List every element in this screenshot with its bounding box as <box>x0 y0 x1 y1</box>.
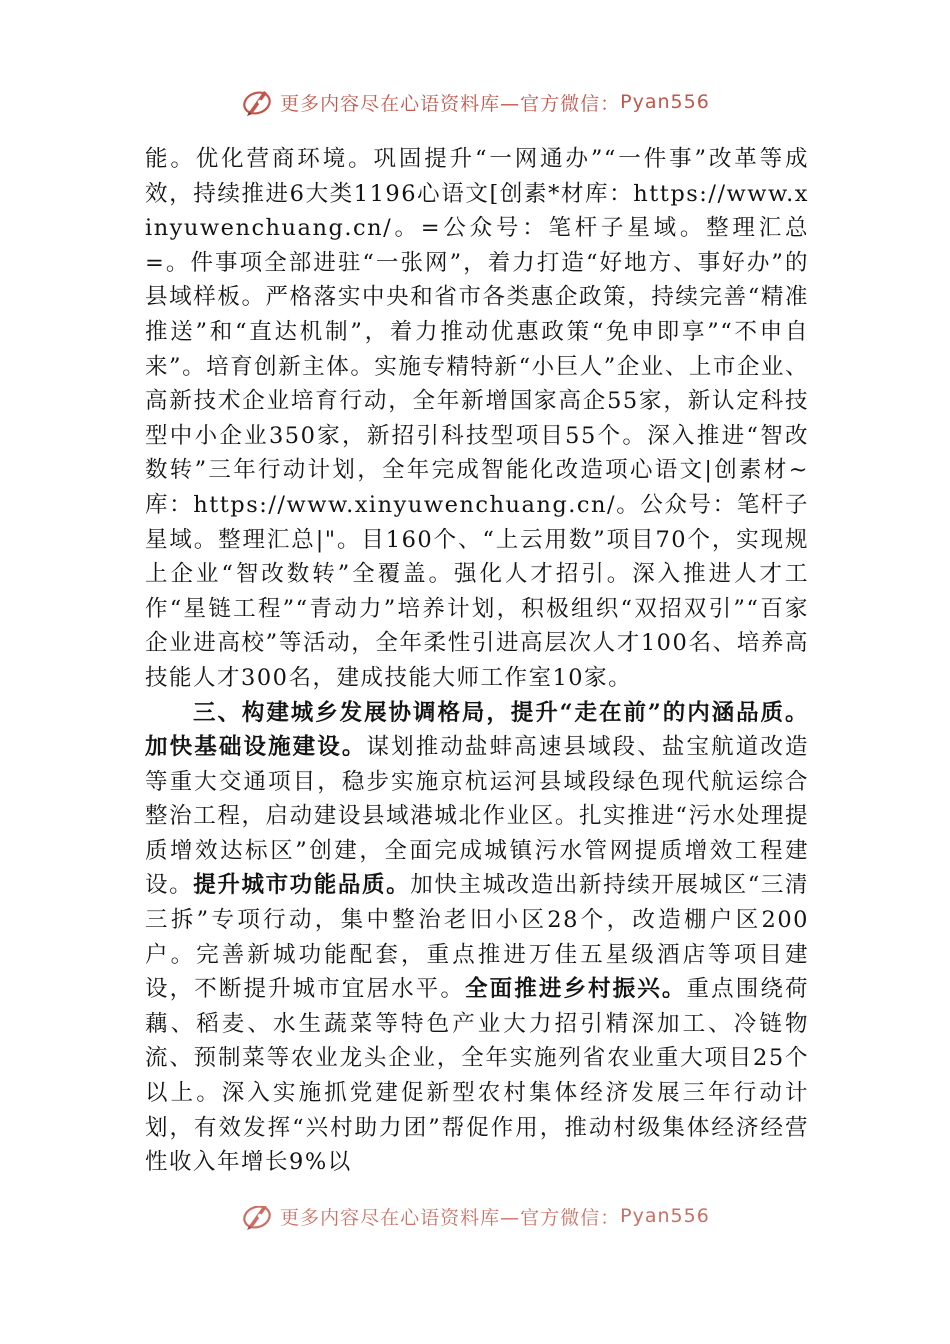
subheading-city-function: 提升城市功能品质。 <box>193 872 411 899</box>
section-heading: 三、构建城乡发展协调格局，提升“走在前”的内涵品质。 <box>193 699 809 726</box>
subheading-infrastructure: 加快基础设施建设。 <box>145 734 367 761</box>
pen-logo-icon <box>240 1206 274 1233</box>
text-city-function: 加快主城改造出新持续开展城区“三清三拆”专项行动，集中整治老旧小区28个，改造棚户区200户。完善新城功能配套，重点推进万佳五星级酒店等项目建设，不断提升城市宜居水平。 <box>145 872 809 1003</box>
watermark-text: 更多内容尽在心语资料库—官方微信： <box>280 1206 621 1229</box>
paragraph-business-environment: 能。优化营商环境。巩固提升“一网通办”“一件事”改革等成效，持续推进6大类1196心语文[创素*材库：https://www.xinyuwenchuang.cn/。=公众号：笔杆子星域。整理汇总=。件事项全部进驻“一张网”，着力打造“好地方、事好办”的县域样板。严格落实中央和省市各类惠企政策，持续完善“精准推送”和“直达机制”，着力推动优惠政策“免申即享”“不申自来”。培育创新主体。实施专精特新“小巨人”企业、上市企业、高新技术企业培育行动，全年新增国家高企55家，新认定科技型中小企业350家，新招引科技型项目55个。深入推进“智改数转”三年行动计划，全年完成智能化改造项心语文|创素材~库：https://www.xinyuwenchuang.cn/。公众号：笔杆子星域。整理汇总|"。目160个、“上云用数”项目70个，实现规上企业“智改数转”全覆盖。强化人才招引。深入推进人才工作“星链工程”“青动力”培养计划，积极组织“双招双引”“百家企业进高校”等活动，全年柔性引进高层次人才100名、培养高技能人才300名，建成技能大师工作室10家。 <box>145 146 809 691</box>
subheading-rural-revitalization: 全面推进乡村振兴。 <box>464 976 687 1003</box>
paragraph-urban-rural <box>145 696 809 1180</box>
watermark-text: 更多内容尽在心语资料库—官方微信： <box>280 92 621 115</box>
footer-watermark <box>0 1206 950 1238</box>
pen-logo-icon <box>240 85 274 119</box>
watermark-wechat: Pyan556 <box>620 91 710 113</box>
text-rural-revitalization: 重点围绕荷藕、稻麦、水生蔬菜等特色产业大力招引精深加工、冷链物流、预制菜等农业龙头企业，全年实施列省农业重大项目25个以上。深入实施抓党建促新型农村集体经济发展三年行动计划，有效发挥“兴村助力团”帮促作用，推动村级集体经济经营性收入年增长9%以 <box>145 976 809 1176</box>
header-watermark <box>0 82 950 122</box>
watermark-wechat: Pyan556 <box>620 1206 710 1227</box>
document-body <box>145 142 809 1180</box>
text-infrastructure: 谋划推动盐蚌高速县域段、盐宝航道改造等重大交通项目，稳步实施京杭运河县域段绿色现代航运综合整治工程，启动建设县域港城北作业区。扎实推进“污水处理提质增效达标区”创建，全面完成城镇污水管网提质增效工程建设。 <box>145 734 809 899</box>
